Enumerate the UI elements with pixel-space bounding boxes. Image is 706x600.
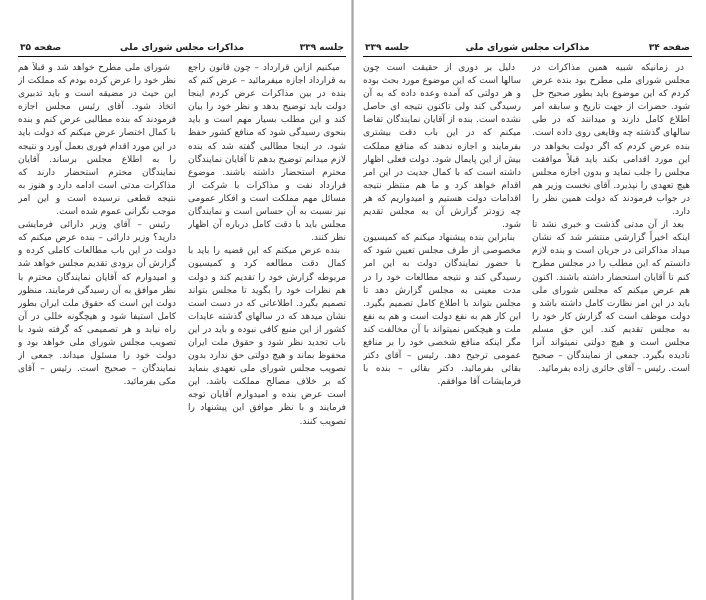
- paragraph: رئیس – آقای وزیر دارائی فرمایشی دارید؟ وزیر دارائی – بنده عرض میکنم که دولت در این باب مطالعات کاملی کرده و گزارش آن بزودی تقدیم مجلس خواهد شد و امیدوارم که آقایان نمایندگان محترم با نظر موافق به آن رسیدگی فرمایند. منظور دولت این است که حقوق ملت ایران بطور کامل استیفا شود و هیچگونه خللی در آن راه نیابد و هر تصمیمی که گرفته شود با تصویب مجلس شورای ملی خواهد بود و دولت خود را مسئول میداند. جمعی از نمایندگان – صحیح است. رئیس – آقای مکی بفرمائید.: [18, 220, 176, 388]
- text-column-left: [363, 62, 521, 592]
- paragraph: شورای ملی مطرح خواهد شد و قبلاً هم نظر خود را عرض کرده بودم که مملکت از این حیث در مضیقه است و باید تدبیری اتخاذ شود. آقای رئیس مجلس اجازه فرمودند که بنده مطالبی عرض کنم و بنده با کمال اختصار عرض میکنم که دولت باید در این مورد اقدام فوری بعمل آورد و نتیجه را به اطلاع مجلس برساند. آقایان نمایندگان محترم استحضار دارند که مذاکرات مدتی است ادامه دارد و هنوز به نتیجه قطعی نرسیده است و این امر موجب نگرانی عموم شده است.: [18, 63, 176, 218]
- running-title: مذاکرات مجلس شورای ملی: [119, 43, 245, 53]
- session-number: جلسه ۳۳۹: [365, 43, 410, 53]
- text-column-right: [532, 62, 690, 592]
- paragraph: دلیل بر دوری از حقیقت است چون سالها است که این موضوع مورد بحث بوده و هر دولتی که آمده وعده داده که به آن رسیدگی کند ولی تاکنون نتیجه ای حاصل نشده است. بنده از آقایان نمایندگان تقاضا میکنم که در این باب دقت بیشتری بفرمایند و اجازه ندهند که منافع مملکت بیش از این پایمال شود. دولت فعلی اظهار داشته است که با کمال جدیت در این امر اقدام خواهد کرد و ما هم منتظر نتیجه اقدامات دولت هستیم و امیدواریم که هر چه زودتر گزارش آن به مجلس تقدیم شود.: [363, 63, 521, 231]
- text-column-right: [188, 62, 346, 592]
- text-column-left: [18, 62, 176, 592]
- page-header: [18, 42, 346, 57]
- session-number: جلسه ۳۳۹: [299, 43, 344, 53]
- page-number: صفحه ۳۵: [20, 43, 62, 53]
- left-page: [0, 0, 352, 600]
- paragraph: میکنیم ازاین قرارداد – چون قانون راجع به قرارداد اجازه میفرمائید – عرض کنم که بنده در بین مذاکرات عرض کردم اینجا دولت باید توضیح بدهد و نظر خود را بیان کند و این مطلب بسیار مهم است و باید بنحوی رسیدگی شود که منافع کشور حفظ شود. در اینجا مطالبی گفته شد که بنده لازم میدانم توضیح بدهم تا آقایان نمایندگان محترم استحضار داشته باشند. موضوع قرارداد نفت و مذاکرات با شرکت از مسائل مهم مملکت است و افکار عمومی نیز نسبت به آن حساس است و نمایندگان مجلس باید با دقت کامل درباره آن اظهار نظر کنند.: [188, 63, 346, 244]
- paragraph: بنابراین بنده پیشنهاد میکنم که کمیسیون مخصوصی از طرف مجلس تعیین شود که با حضور نمایندگان دولت به این امر رسیدگی کند و نتیجه مطالعات خود را در مدت معینی به مجلس گزارش دهد تا مجلس بتواند با اطلاع کامل تصمیم بگیرد. این کار هم به نفع دولت است و هم به نفع ملت و هیچکس نمیتواند با آن مخالفت کند مگر اینکه منافع شخصی خود را بر منافع عمومی ترجیح دهد. رئیس – آقای دکتر بقائی بفرمائید. دکتر بقائی – بنده با فرمایشات آقا موافقم.: [363, 233, 521, 388]
- page-number: صفحه ۳۴: [648, 43, 690, 53]
- page-header: [363, 42, 692, 57]
- paragraph: بعد از آن مدتی گذشت و خبری نشد تا اینکه اخیراً گزارشی منتشر شد که نشان میداد مذاکراتی در جریان است و بنده لازم دانستم که این مطلب را در مجلس مطرح کنم تا آقایان استحضار داشته باشند. اکنون هم عرض میکنم که مجلس شورای ملی باید در این امر نظارت کامل داشته باشد و دولت موظف است که گزارش کار خود را به مجلس تقدیم کند. این حق مسلم مجلس است و هیچ دولتی نمیتواند آنرا نادیده بگیرد. جمعی از نمایندگان – صحیح است. رئیس – آقای حائری زاده بفرمائید.: [532, 220, 690, 375]
- running-title: مذاکرات مجلس شورای ملی: [465, 43, 590, 53]
- paragraph: بنده عرض میکنم که این قضیه را باید با کمال دقت مطالعه کرد و کمیسیون مربوطه گزارش خود را تقدیم کند و دولت هم نظرات خود را بگوید تا مجلس بتواند تصمیم بگیرد. اطلاعاتی که در دست است نشان میدهد که در سالهای گذشته عایدات کشور از این منبع کافی نبوده و باید در این باب تجدید نظر شود و حقوق ملت ایران محفوظ بماند و هیچ دولتی حق ندارد بدون تصویب مجلس شورای ملی تعهدی بنماید که بر خلاف مصالح مملکت باشد. این است عرض بنده و امیدوارم آقایان توجه فرمایند و با نظر موافق این پیشنهاد را تصویب کنند.: [188, 246, 346, 427]
- paragraph: در زمانیکه شبیه همین مذاکرات در مجلس شورای ملی مطرح بود بنده عرض کردم که این موضوع باید بطور صحیح حل شود. حضرات از جهت تاریخ و سابقه امر اطلاع کامل دارند و میدانند که در طی سالهای گذشته چه وقایعی روی داده است. بنده عرض کردم که اگر دولت بخواهد در این مورد اقدامی بکند باید قبلاً موافقت مجلس را جلب نماید و بدون اجازه مجلس هیچ تعهدی را نپذیرد. آقای نخست وزیر هم در جواب فرمودند که دولت همین نظر را دارد.: [532, 63, 690, 218]
- right-page: [354, 0, 706, 600]
